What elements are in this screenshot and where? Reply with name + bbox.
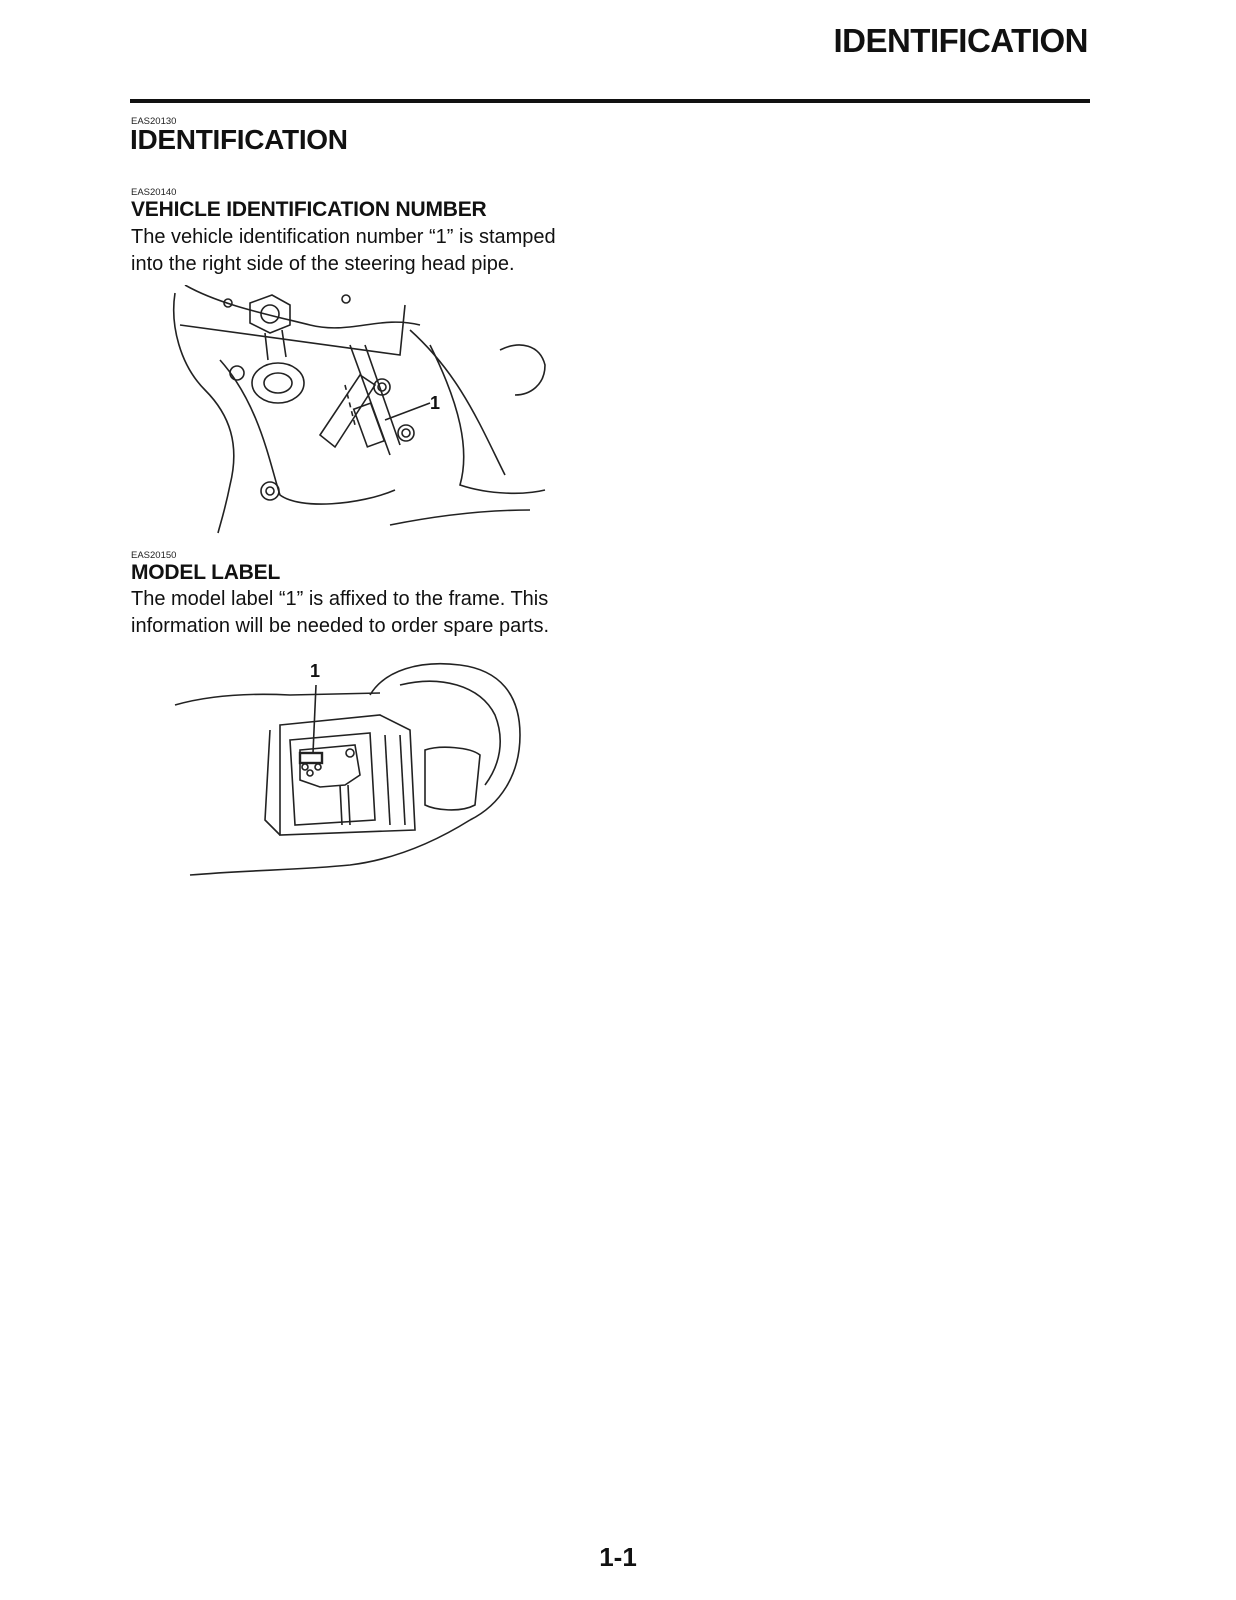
- model-label-code: EAS20150: [131, 550, 177, 561]
- vin-code: EAS20140: [131, 187, 177, 198]
- model-label-description-line: information will be needed to order spare parts.: [131, 615, 550, 637]
- vin-description-line: The vehicle identification number “1” is stamped: [131, 226, 556, 248]
- section-title: IDENTIFICATION: [130, 124, 348, 155]
- vin-description-line: into the right side of the steering head pipe.: [131, 253, 515, 275]
- running-header-title: IDENTIFICATION: [833, 22, 1088, 59]
- vin-illustration: [160, 285, 550, 535]
- header-divider: [130, 99, 1090, 103]
- vin-heading: VEHICLE IDENTIFICATION NUMBER: [131, 198, 487, 221]
- page-number: 1-1: [599, 1542, 637, 1572]
- vin-description: [131, 224, 601, 278]
- model-label-description: [131, 586, 601, 640]
- model-label-description-line: The model label “1” is affixed to the frame. This: [131, 588, 549, 610]
- model-label-callout-label: 1: [310, 661, 321, 681]
- section-code: EAS20130: [131, 116, 177, 127]
- vin-callout-label: 1: [430, 393, 441, 413]
- model-label-illustration: [170, 655, 540, 885]
- model-label-heading: MODEL LABEL: [131, 561, 281, 584]
